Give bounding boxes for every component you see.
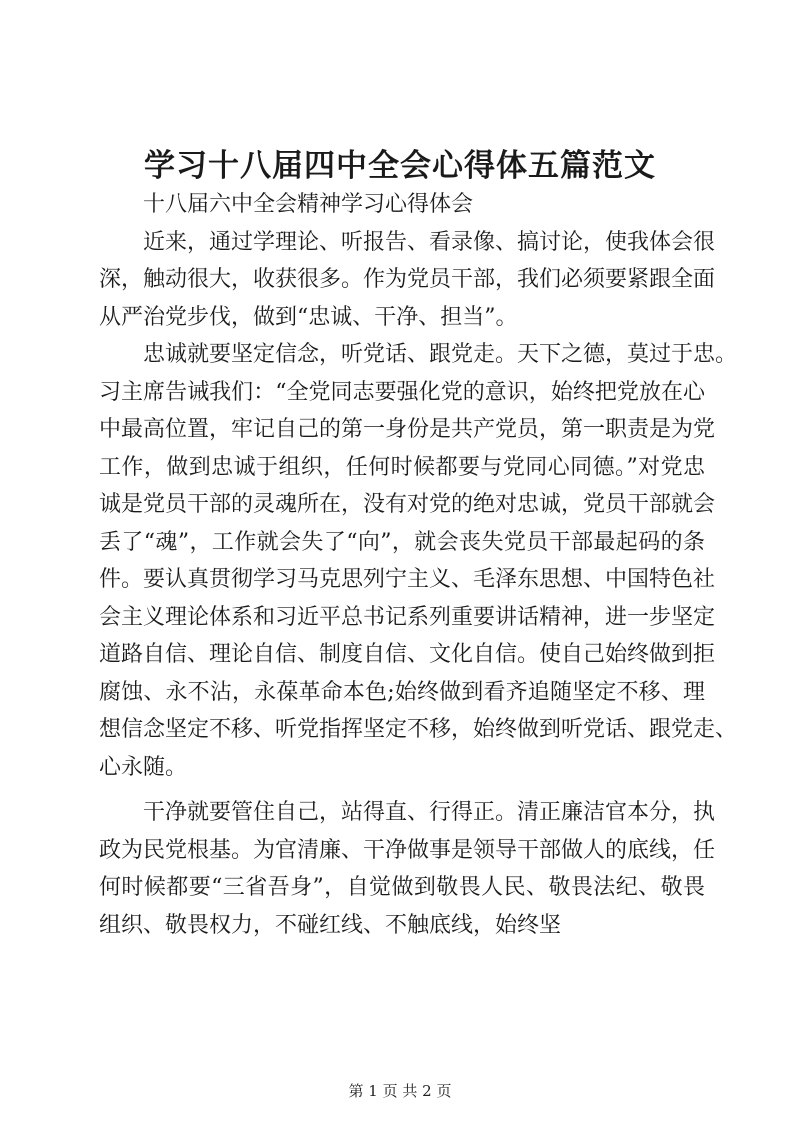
text-line: 诚是党员干部的灵魂所在，没有对党的绝对忠诚，党员干部就会 [99, 492, 716, 517]
text-line: 近来，通过学理论、听报告、看录像、搞讨论，使我体会很 [143, 229, 716, 255]
text-line: 政为民党根基。为官清廉、干净做事是领导干部做人的底线，任 [99, 837, 716, 863]
paragraph-clean [99, 794, 716, 944]
text-line: 忠诚就要坚定信念，听党话、跟党走。天下之德，莫过于忠。 [143, 342, 738, 367]
text-line: 心永随。 [99, 754, 188, 780]
text-line: 从严治党步伐，做到“忠诚、干净、担当”。 [99, 304, 518, 330]
text-line: 工作，做到忠诚于组织，任何时候都要与党同心同德。”对党忠 [99, 454, 705, 480]
text-line: 道路自信、理论自信、制度自信、文化自信。使自己始终做到拒 [99, 642, 716, 667]
text-line: 深，触动很大，收获很多。作为党员干部，我们必须要紧跟全面 [99, 267, 716, 292]
subtitle-line: 十八届六中全会精神学习心得体会 [143, 192, 474, 217]
text-line: 干净就要管住自己，站得直、行得正。清正廉洁官本分，执 [143, 800, 716, 825]
document-title: 学习十八届四中全会心得体五篇范文 [144, 148, 656, 184]
text-line: 腐蚀、永不沾，永葆革命本色;始终做到看齐追随坚定不移、理 [99, 679, 705, 705]
text-line: 何时候都要“三省吾身”，自觉做到敬畏人民、敬畏法纪、敬畏 [99, 875, 705, 900]
text-line: 件。要认真贯彻学习马克思列宁主义、毛泽东思想、中国特色社 [99, 567, 716, 592]
text-line: 习主席告诫我们：“全党同志要强化党的意识，始终把党放在心 [99, 379, 705, 405]
paragraph-loyalty [99, 336, 738, 786]
text-line: 中最高位置，牢记自己的第一身份是共产党员，第一职责是为党 [99, 417, 716, 442]
document-body [99, 186, 738, 944]
text-line: 想信念坚定不移、听党指挥坚定不移，始终做到听党话、跟党走、 [99, 717, 738, 742]
subtitle-paragraph [99, 186, 705, 224]
page-number-footer: 第 1 页 共 2 页 [348, 1082, 452, 1100]
text-line: 组织、敬畏权力，不碰红线、不触底线，始终坚 [99, 912, 562, 938]
text-line: 会主义理论体系和习近平总书记系列重要讲话精神，进一步坚定 [99, 604, 716, 630]
text-line: 丢了“魂”，工作就会失了“向”，就会丧失党员干部最起码的条 [99, 529, 705, 555]
paragraph-intro [99, 224, 716, 337]
